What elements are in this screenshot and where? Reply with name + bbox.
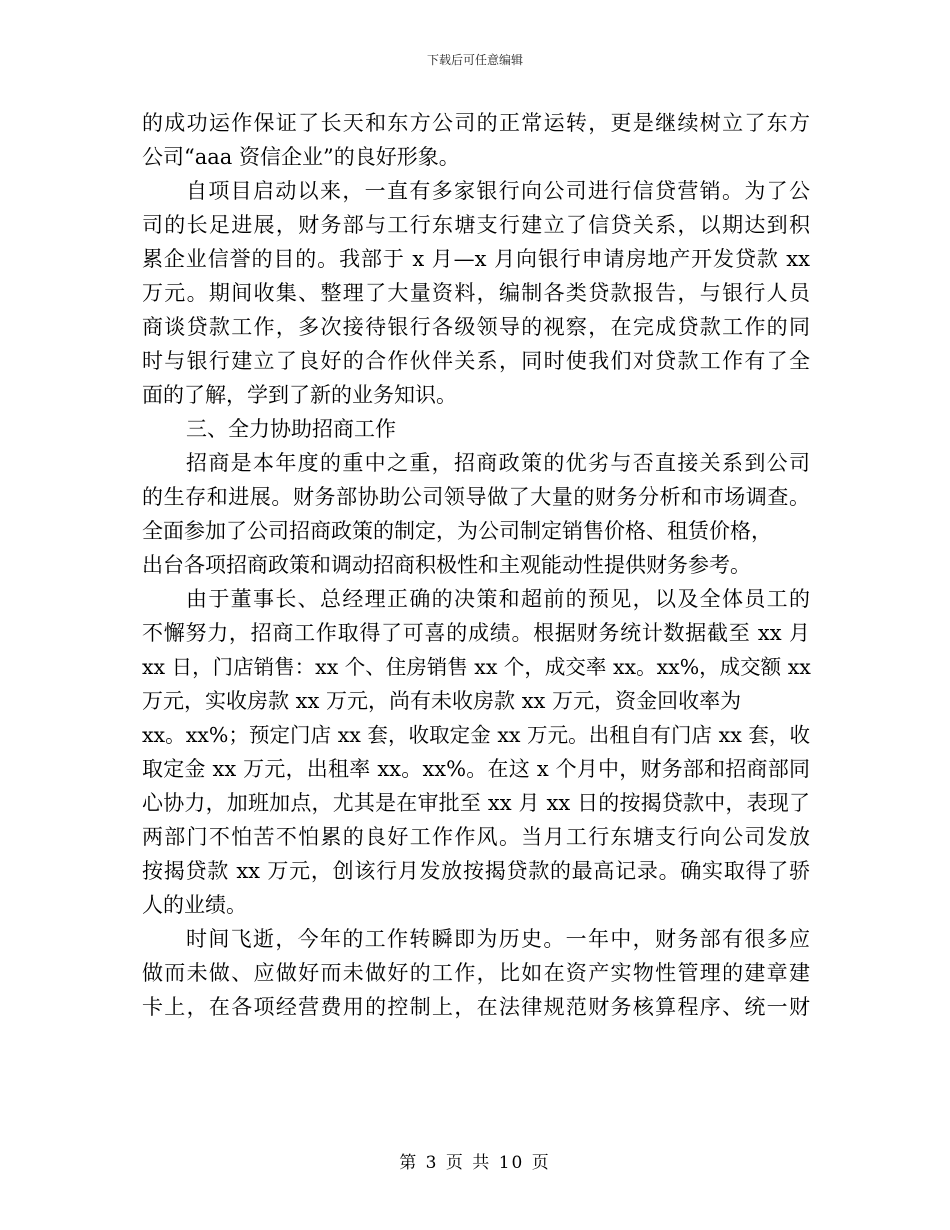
text-line: 公司“aaa 资信企业”的良好形象。 [142, 145, 460, 169]
text-line: 自项目启动以来，一直有多家银行向公司进行信贷营销。为了公 [186, 179, 810, 203]
text-line: 的生存和进展。财务部协助公司领导做了大量的财务分析和市场调查。 [142, 485, 810, 509]
text-line: 面的了解，学到了新的业务知识。 [142, 383, 457, 407]
text-line: 不懈努力，招商工作取得了可喜的成绩。根据财务统计数据截至 xx 月 [142, 621, 810, 645]
text-line: 万元。期间收集、整理了大量资料，编制各类贷款报告，与银行人员 [142, 281, 810, 305]
text-line: 招商是本年度的重中之重，招商政策的优劣与否直接关系到公司 [186, 451, 810, 475]
text-line: 由于董事长、总经理正确的决策和超前的预见，以及全体员工的 [186, 587, 810, 611]
text-line: 心协力，加班加点，尤其是在审批至 xx 月 xx 日的按揭贷款中，表现了 [142, 791, 810, 815]
text-line: 卡上，在各项经营费用的控制上，在法律规范财务核算程序、统一财 [142, 995, 810, 1019]
text-line: 人的业绩。 [142, 893, 247, 917]
text-line: 全面参加了公司招商政策的制定，为公司制定销售价格、租赁价格， [142, 519, 772, 543]
page-footer: 第 3 页 共 10 页 [399, 1153, 551, 1173]
text-line: xx 日，门店销售：xx 个、住房销售 xx 个，成交率 xx。xx%，成交额 xx [142, 655, 811, 679]
text-line: 时间飞逝，今年的工作转瞬即为历史。一年中，财务部有很多应 [186, 927, 810, 951]
text-line: 时与银行建立了良好的合作伙伴关系，同时使我们对贷款工作有了全 [142, 349, 810, 373]
document-body [142, 106, 810, 1024]
text-line: 取定金 xx 万元，出租率 xx。xx%。在这 x 个月中，财务部和招商部同 [142, 757, 810, 781]
text-line: 司的长足进展，财务部与工行东塘支行建立了信贷关系，以期达到积 [142, 213, 810, 237]
text-line: 按揭贷款 xx 万元，创该行月发放按揭贷款的最高记录。确实取得了骄 [142, 859, 810, 883]
text-line: 两部门不怕苦不怕累的良好工作作风。当月工行东塘支行向公司发放 [142, 825, 810, 849]
text-line: 累企业信誉的目的。我部于 x 月—x 月向银行申请房地产开发贷款 xx [142, 247, 810, 271]
page-header: 下载后可任意编辑 [426, 53, 523, 67]
text-line: 的成功运作保证了长天和东方公司的正常运转，更是继续树立了东方 [142, 111, 810, 135]
text-line: 三、全力协助招商工作 [186, 417, 396, 441]
text-line: 出台各项招商政策和调动招商积极性和主观能动性提供财务参考。 [142, 553, 751, 577]
text-line: 商谈贷款工作，多次接待银行各级领导的视察，在完成贷款工作的同 [142, 315, 810, 339]
text-line: xx。xx%；预定门店 xx 套，收取定金 xx 万元。出租自有门店 xx 套，收 [142, 723, 810, 747]
text-line: 做而未做、应做好而未做好的工作，比如在资产实物性管理的建章建 [142, 961, 810, 985]
text-line: 万元，实收房款 xx 万元，尚有未收房款 xx 万元，资金回收率为 [142, 689, 742, 713]
